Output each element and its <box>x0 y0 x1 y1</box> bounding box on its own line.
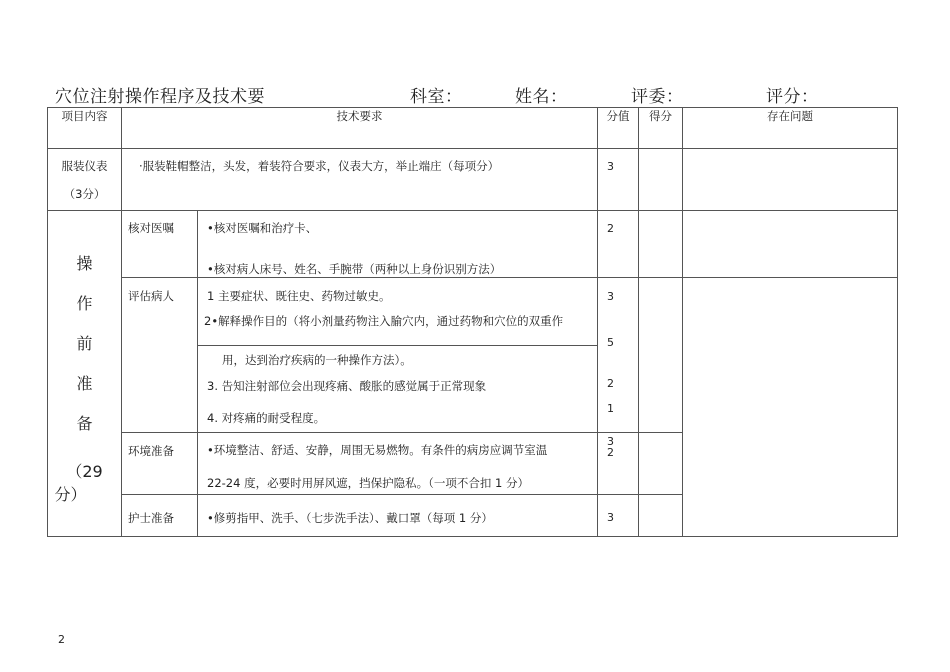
table-row-dress <box>48 149 898 211</box>
assess-requirement-1: 1 主要症状、既往史、药物过敏史。 <box>207 289 391 303</box>
form-title: 穴位注射操作程序及技术要 <box>55 87 265 104</box>
env-requirement-2: 22-24 度，必要时用屏风遮，挡保护隐私。（一项不合扣 1 分） <box>207 476 529 490</box>
check-requirement-2: •核对病人床号、姓名、手腕带（两种以上身份识别方法） <box>207 262 502 276</box>
table-row-check <box>48 211 898 278</box>
check-issues-cell[interactable] <box>683 211 898 278</box>
column-header-requirement: 技术要求 <box>122 108 598 149</box>
dress-item-points: （3分） <box>63 187 106 201</box>
nurse-requirement-cell <box>198 495 598 537</box>
env-points-2: 2 <box>607 446 614 459</box>
dress-item-cell <box>48 149 122 211</box>
assess-issues-cell[interactable] <box>683 278 898 537</box>
assess-requirement-3: 3. 告知注射部位会出现疼痛、酸胀的感觉属于正常现象 <box>207 379 487 393</box>
prep-char-2: 作 <box>76 294 93 313</box>
assess-requirement-4: 4. 对疼痛的耐受程度。 <box>207 411 326 425</box>
column-header-issues: 存在问题 <box>683 108 898 149</box>
dress-issues-cell[interactable] <box>683 149 898 211</box>
prep-char-3: 前 <box>76 334 93 353</box>
prep-section-label <box>48 251 121 505</box>
assess-label: 评估病人 <box>128 289 174 303</box>
prep-char-4: 准 <box>76 374 93 393</box>
prep-points-b: 分） <box>54 485 87 504</box>
assess-requirement-2b: 用，达到治疗疾病的一种操作方法）。 <box>222 353 412 367</box>
check-requirement-cell <box>198 211 598 278</box>
nurse-points-cell <box>598 495 639 537</box>
check-label-cell <box>122 211 198 278</box>
column-header-item: 项目内容 <box>48 108 122 149</box>
env-requirement-cell <box>198 433 598 495</box>
nurse-points-value: 3 <box>607 511 614 524</box>
env-label: 环境准备 <box>128 444 174 458</box>
dress-item-label: 服装仪表 <box>61 159 108 173</box>
score-field-label: 评分： <box>766 87 819 104</box>
prep-section-cell <box>48 211 122 537</box>
assess-points-2: 5 <box>607 336 614 349</box>
column-header-score: 得分 <box>639 108 683 149</box>
dress-points-cell <box>598 149 639 211</box>
dress-requirement-cell <box>122 149 598 211</box>
department-field-label: 科室： <box>410 87 463 104</box>
procedure-table <box>47 107 898 537</box>
column-header-points: 分值 <box>598 108 639 149</box>
nurse-label: 护士准备 <box>128 511 174 525</box>
assess-points-4: 1 <box>607 402 614 415</box>
table-row-assess <box>48 278 898 433</box>
nurse-score-cell[interactable] <box>639 495 683 537</box>
dress-score-cell[interactable] <box>639 149 683 211</box>
dress-requirement: ·服装鞋帽整洁，头发，着装符合要求，仪表大方，举止端庄（每项分） <box>139 159 500 173</box>
form-header <box>0 82 950 104</box>
assess-score-cell[interactable] <box>639 278 683 433</box>
assess-label-cell <box>122 278 198 433</box>
env-requirement-1: •环境整洁、舒适、安静，周围无易燃物。有条件的病房应调节室温 <box>207 443 548 457</box>
assess-points-cell <box>598 278 639 433</box>
assess-requirement-cell <box>198 278 598 433</box>
assess-divider <box>198 345 597 346</box>
nurse-label-cell <box>122 495 198 537</box>
check-requirement-1: •核对医嘱和治疗卡、 <box>207 221 318 235</box>
assess-points-3: 2 <box>607 377 614 390</box>
check-label: 核对医嘱 <box>128 221 174 235</box>
judge-field-label: 评委： <box>631 87 684 104</box>
prep-char-5: 备 <box>76 414 93 433</box>
env-points-1: 3 <box>607 435 614 448</box>
assess-requirement-2a: 2•解释操作目的（将小剂量药物注入腧穴内，通过药物和穴位的双重作 <box>204 314 564 328</box>
env-score-cell[interactable] <box>639 433 683 495</box>
check-points-value: 2 <box>607 222 614 235</box>
prep-points-a: （29 <box>66 462 103 481</box>
env-label-cell <box>122 433 198 495</box>
name-field-label: 姓名： <box>515 87 568 104</box>
dress-points-value: 3 <box>607 160 614 173</box>
check-score-cell[interactable] <box>639 211 683 278</box>
nurse-requirement: •修剪指甲、洗手、（七步洗手法）、戴口罩（每项 1 分） <box>207 511 493 525</box>
table-header-row <box>48 108 898 149</box>
page-number: 2 <box>58 633 65 646</box>
env-points-cell <box>598 433 639 495</box>
check-points-cell <box>598 211 639 278</box>
prep-char-1: 操 <box>76 254 93 273</box>
assess-points-1: 3 <box>607 290 614 303</box>
